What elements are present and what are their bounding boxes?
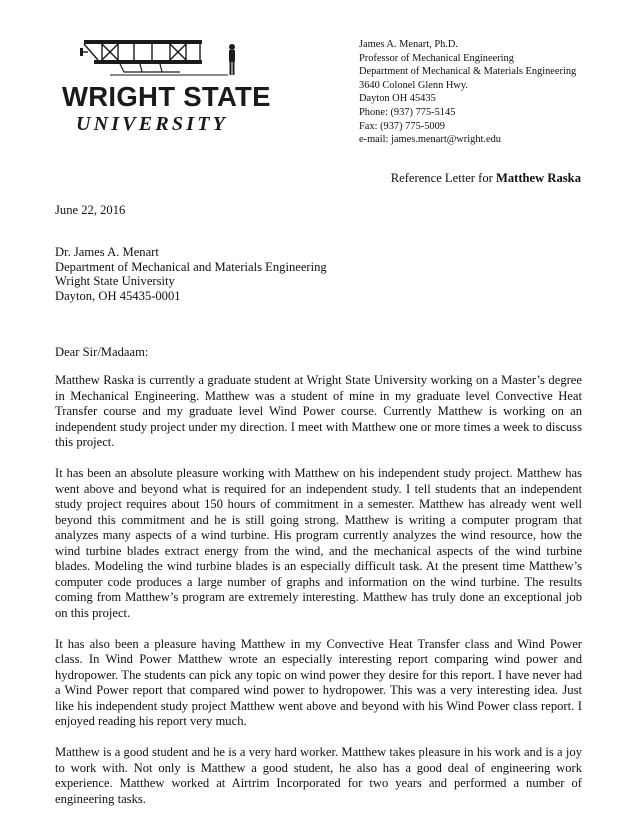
body-paragraph: Matthew is a good student and he is a very hard worker. Matthew takes pleasure in his work and is a joy to work with. Not only is Matthew a good student, he also has a good deal of engineering work experience. Matthew worked at Airtrim Incorporated for two years and performed a number of engineering tasks.	[55, 745, 582, 806]
recipient-department: Department of Mechanical and Materials Engineering	[55, 259, 327, 274]
sender-fax: Fax: (937) 775-5009	[359, 120, 446, 132]
reference-line	[391, 171, 581, 186]
letter-body	[55, 373, 582, 823]
letter-date: June 22, 2016	[55, 203, 126, 217]
reference-name: Matthew Raska	[495, 171, 581, 185]
university-logo	[62, 30, 271, 135]
body-paragraph: It has been an absolute pleasure working with Matthew on his independent study project. Matthew has went above and beyond what is required for an independent study. I tell students that an independent study project requires about 150 hours of commitment in a semester. Matthew has already went well beyond this commitment and he is still going strong. Matthew is writing a computer program that analyzes many aspects of a wind turbine. His program currently analyzes the wind resource, how the wind turbine blades extract energy from the wind, and the mechanical aspects of the wind turbine blades. Modeling the wind turbine blades is an especially difficult task. At the present time Matthew’s computer code produces a large number of graphs and information on the wind turbine. The results coming from Matthew’s program are extremely interesting. Matthew has truly done an exceptional job on this project.	[55, 466, 582, 620]
body-paragraph: Matthew Raska is currently a graduate student at Wright State University working on a Master’s degree in Mechanical Engineering. Matthew was a student of mine in my graduate level Convective Heat Transfer course and my graduate level Wind Power course. Currently Matthew is working on an independent study project under my direction. I meet with Matthew one or more times a week to discuss this project.	[55, 373, 582, 449]
salutation: Dear Sir/Madaam:	[55, 345, 149, 359]
recipient-institution: Wright State University	[55, 274, 175, 289]
sender-title: Professor of Mechanical Engineering	[359, 52, 514, 64]
sender-street: 3640 Colonel Glenn Hwy.	[359, 79, 468, 91]
reference-prefix: Reference Letter for	[390, 171, 496, 185]
logo-wordmark-line1: WRIGHT STATE	[62, 81, 271, 112]
sender-department: Department of Mechanical & Materials Engineering	[359, 66, 577, 78]
logo-wordmark-line2: UNIVERSITY	[76, 113, 229, 135]
recipient-name: Dr. James A. Menart	[55, 245, 159, 259]
sender-city: Dayton OH 45435	[359, 93, 436, 105]
sender-contact-block	[359, 38, 576, 147]
sender-phone: Phone: (937) 775-5145	[359, 106, 456, 118]
sender-name: James A. Menart, Ph.D.	[359, 39, 458, 50]
recipient-address	[55, 245, 327, 303]
recipient-city: Dayton, OH 45435-0001	[55, 288, 181, 303]
wright-flyer-icon	[80, 30, 245, 80]
body-paragraph: It has also been a pleasure having Matthew in my Convective Heat Transfer class and Wind Power class. In Wind Power Matthew wrote an especially interesting report comparing wind power and hydropower. The students can pick any topic on wind power they desire for this report. I have never had a Wind Power report that compared wind power to hydropower. This was a very interesting idea. Just like his independent study project Matthew went above and beyond with his Wind Power class report. I enjoyed reading his report very much.	[55, 636, 582, 728]
sender-email: e-mail: james.menart@wright.edu	[359, 134, 502, 146]
